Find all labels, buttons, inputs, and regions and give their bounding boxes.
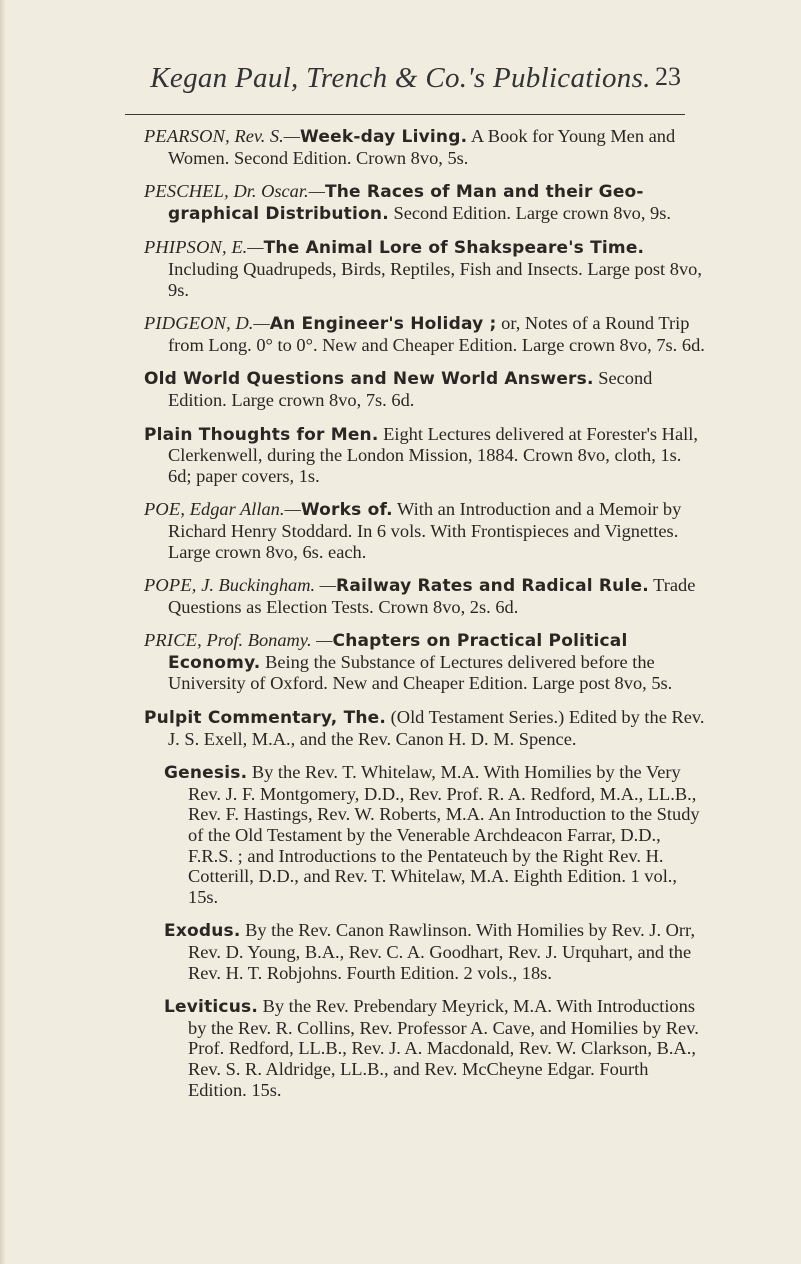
entry-description: Second Edition. Large crown 8vo, 9s.: [393, 202, 672, 223]
entry-author-given: Rev. S.—: [234, 126, 301, 146]
commentary-volume: [164, 996, 706, 1100]
catalogue-entry: [144, 126, 706, 168]
entry-title: Week-day Living.: [300, 127, 468, 147]
entry-author: POE,: [144, 499, 186, 520]
header-rule: [125, 114, 685, 115]
catalogue-entry: [144, 368, 706, 410]
entry-title: Old World Questions and New World Answers.: [144, 369, 594, 390]
catalogue-entry: [144, 575, 706, 617]
entry-title: Railway Rates and Radical Rule.: [336, 576, 649, 597]
entry-title: The Races of Man and their Geo-graphical Distribution.: [168, 182, 644, 224]
entry-title: Works of.: [300, 500, 393, 521]
catalogue-entry: [144, 313, 706, 355]
catalogue-entry: [144, 707, 706, 749]
volume-title: Exodus.: [164, 921, 241, 942]
entry-title: Chapters on Practical Political Economy.: [168, 631, 628, 673]
entry-description: (Old Testament Series.) Edited by the Rev. J. S. Exell, M.A., and the Rev. Canon H. D. M. Spence.: [168, 707, 705, 749]
catalogue-entry: [144, 237, 706, 300]
volume-description: By the Rev. T. Whitelaw, M.A. With Homilies by the Very Rev. J. F. Montgomery, D.D., Rev. Prof. R. A. Redford, M.A., LL.B., Rev. F. Hastings, Rev. W. Roberts, M.A. An Introduction to the Study of the Old Testament by the Venerable Archdeacon Farrar, D.D., F.R.S. ; and Introductions to the Pentateuch by the Right Rev. H. Cotterill, D.D., and Rev. T. Whitelaw, M.A. Eighth Edition. 1 vol., 15s.: [188, 762, 700, 907]
commentary-volume: [164, 920, 706, 983]
catalogue-entry: [144, 630, 706, 694]
catalogue-entry: [144, 499, 706, 562]
volume-description: By the Rev. Canon Rawlinson. With Homilies by Rev. J. Orr, Rev. D. Young, B.A., Rev. C. A. Goodhart, Rev. J. Urquhart, and the Rev. H. T. Robjohns. Fourth Edition. 2 vols., 18s.: [188, 920, 696, 983]
entry-author-given: Dr. Oscar.—: [233, 181, 325, 202]
entry-title: The Animal Lore of Shakspeare's Time.: [263, 238, 645, 259]
entry-description: Second Edition. Large crown 8vo, 7s. 6d.: [168, 368, 653, 410]
entry-author: PHIPSON,: [144, 237, 227, 258]
entry-title: Pulpit Commentary, The.: [144, 708, 387, 729]
entry-author-given: J. Buckingham. —: [201, 575, 337, 596]
volume-title: Leviticus.: [164, 997, 258, 1018]
entry-author-given: D.—: [235, 313, 270, 334]
entry-description: Eight Lectures delivered at Forester's Hall, Clerkenwell, during the London Mission, 1884. Crown 8vo, cloth, 1s. 6d; paper covers, 1s.: [168, 423, 698, 486]
entry-author-given: Edgar Allan.—: [189, 499, 301, 520]
entry-author-given: Prof. Bonamy. —: [206, 630, 333, 651]
volume-title: Genesis.: [164, 763, 248, 784]
commentary-volume: [164, 762, 706, 907]
entry-author: PEARSON,: [144, 126, 230, 146]
catalogue-entry: [144, 424, 706, 487]
entry-author: PESCHEL,: [144, 181, 229, 202]
entry-description: With an Introduction and a Memoir by Richard Henry Stoddard. In 6 vols. With Frontispieces and Vignettes. Large crown 8vo, 6s. each.: [168, 499, 682, 562]
catalogue-list: [0, 126, 801, 1113]
entry-author: PRICE,: [144, 630, 202, 651]
volume-description: By the Rev. Prebendary Meyrick, M.A. With Introductions by the Rev. R. Collins, Rev. Professor A. Cave, and Homilies by Rev. Prof. Redford, LL.B., Rev. J. A. Macdonald, Rev. W. Clarkson, B.A., Rev. S. R. Aldridge, LL.B., and Rev. McCheyne Edgar. Fourth Edition. 15s.: [188, 996, 699, 1100]
entry-author: PIDGEON,: [144, 313, 231, 334]
header-title: Kegan Paul, Trench & Co.'s Publications.: [150, 62, 651, 94]
entry-description: Including Quadrupeds, Birds, Reptiles, Fish and Insects. Large post 8vo, 9s.: [168, 258, 702, 300]
entry-title: An Engineer's Holiday ;: [269, 314, 497, 335]
entry-description: Being the Substance of Lectures delivered before the University of Oxford. New and Cheaper Edition. Large post 8vo, 5s.: [168, 651, 673, 694]
entry-description: Trade Questions as Election Tests. Crown 8vo, 2s. 6d.: [168, 575, 696, 617]
entry-description: A Book for Young Men and Women. Second Edition. Crown 8vo, 5s.: [168, 126, 676, 168]
running-header: [0, 62, 801, 102]
entry-author-given: E.—: [231, 237, 264, 258]
catalogue-entry: [144, 181, 706, 224]
entry-description: or, Notes of a Round Trip from Long. 0° to 0°. New and Cheaper Edition. Large crown 8vo, 7s. 6d.: [168, 313, 705, 355]
page-number: 23: [655, 62, 681, 91]
entry-author: POPE,: [144, 575, 197, 596]
entry-title: Plain Thoughts for Men.: [144, 424, 379, 445]
